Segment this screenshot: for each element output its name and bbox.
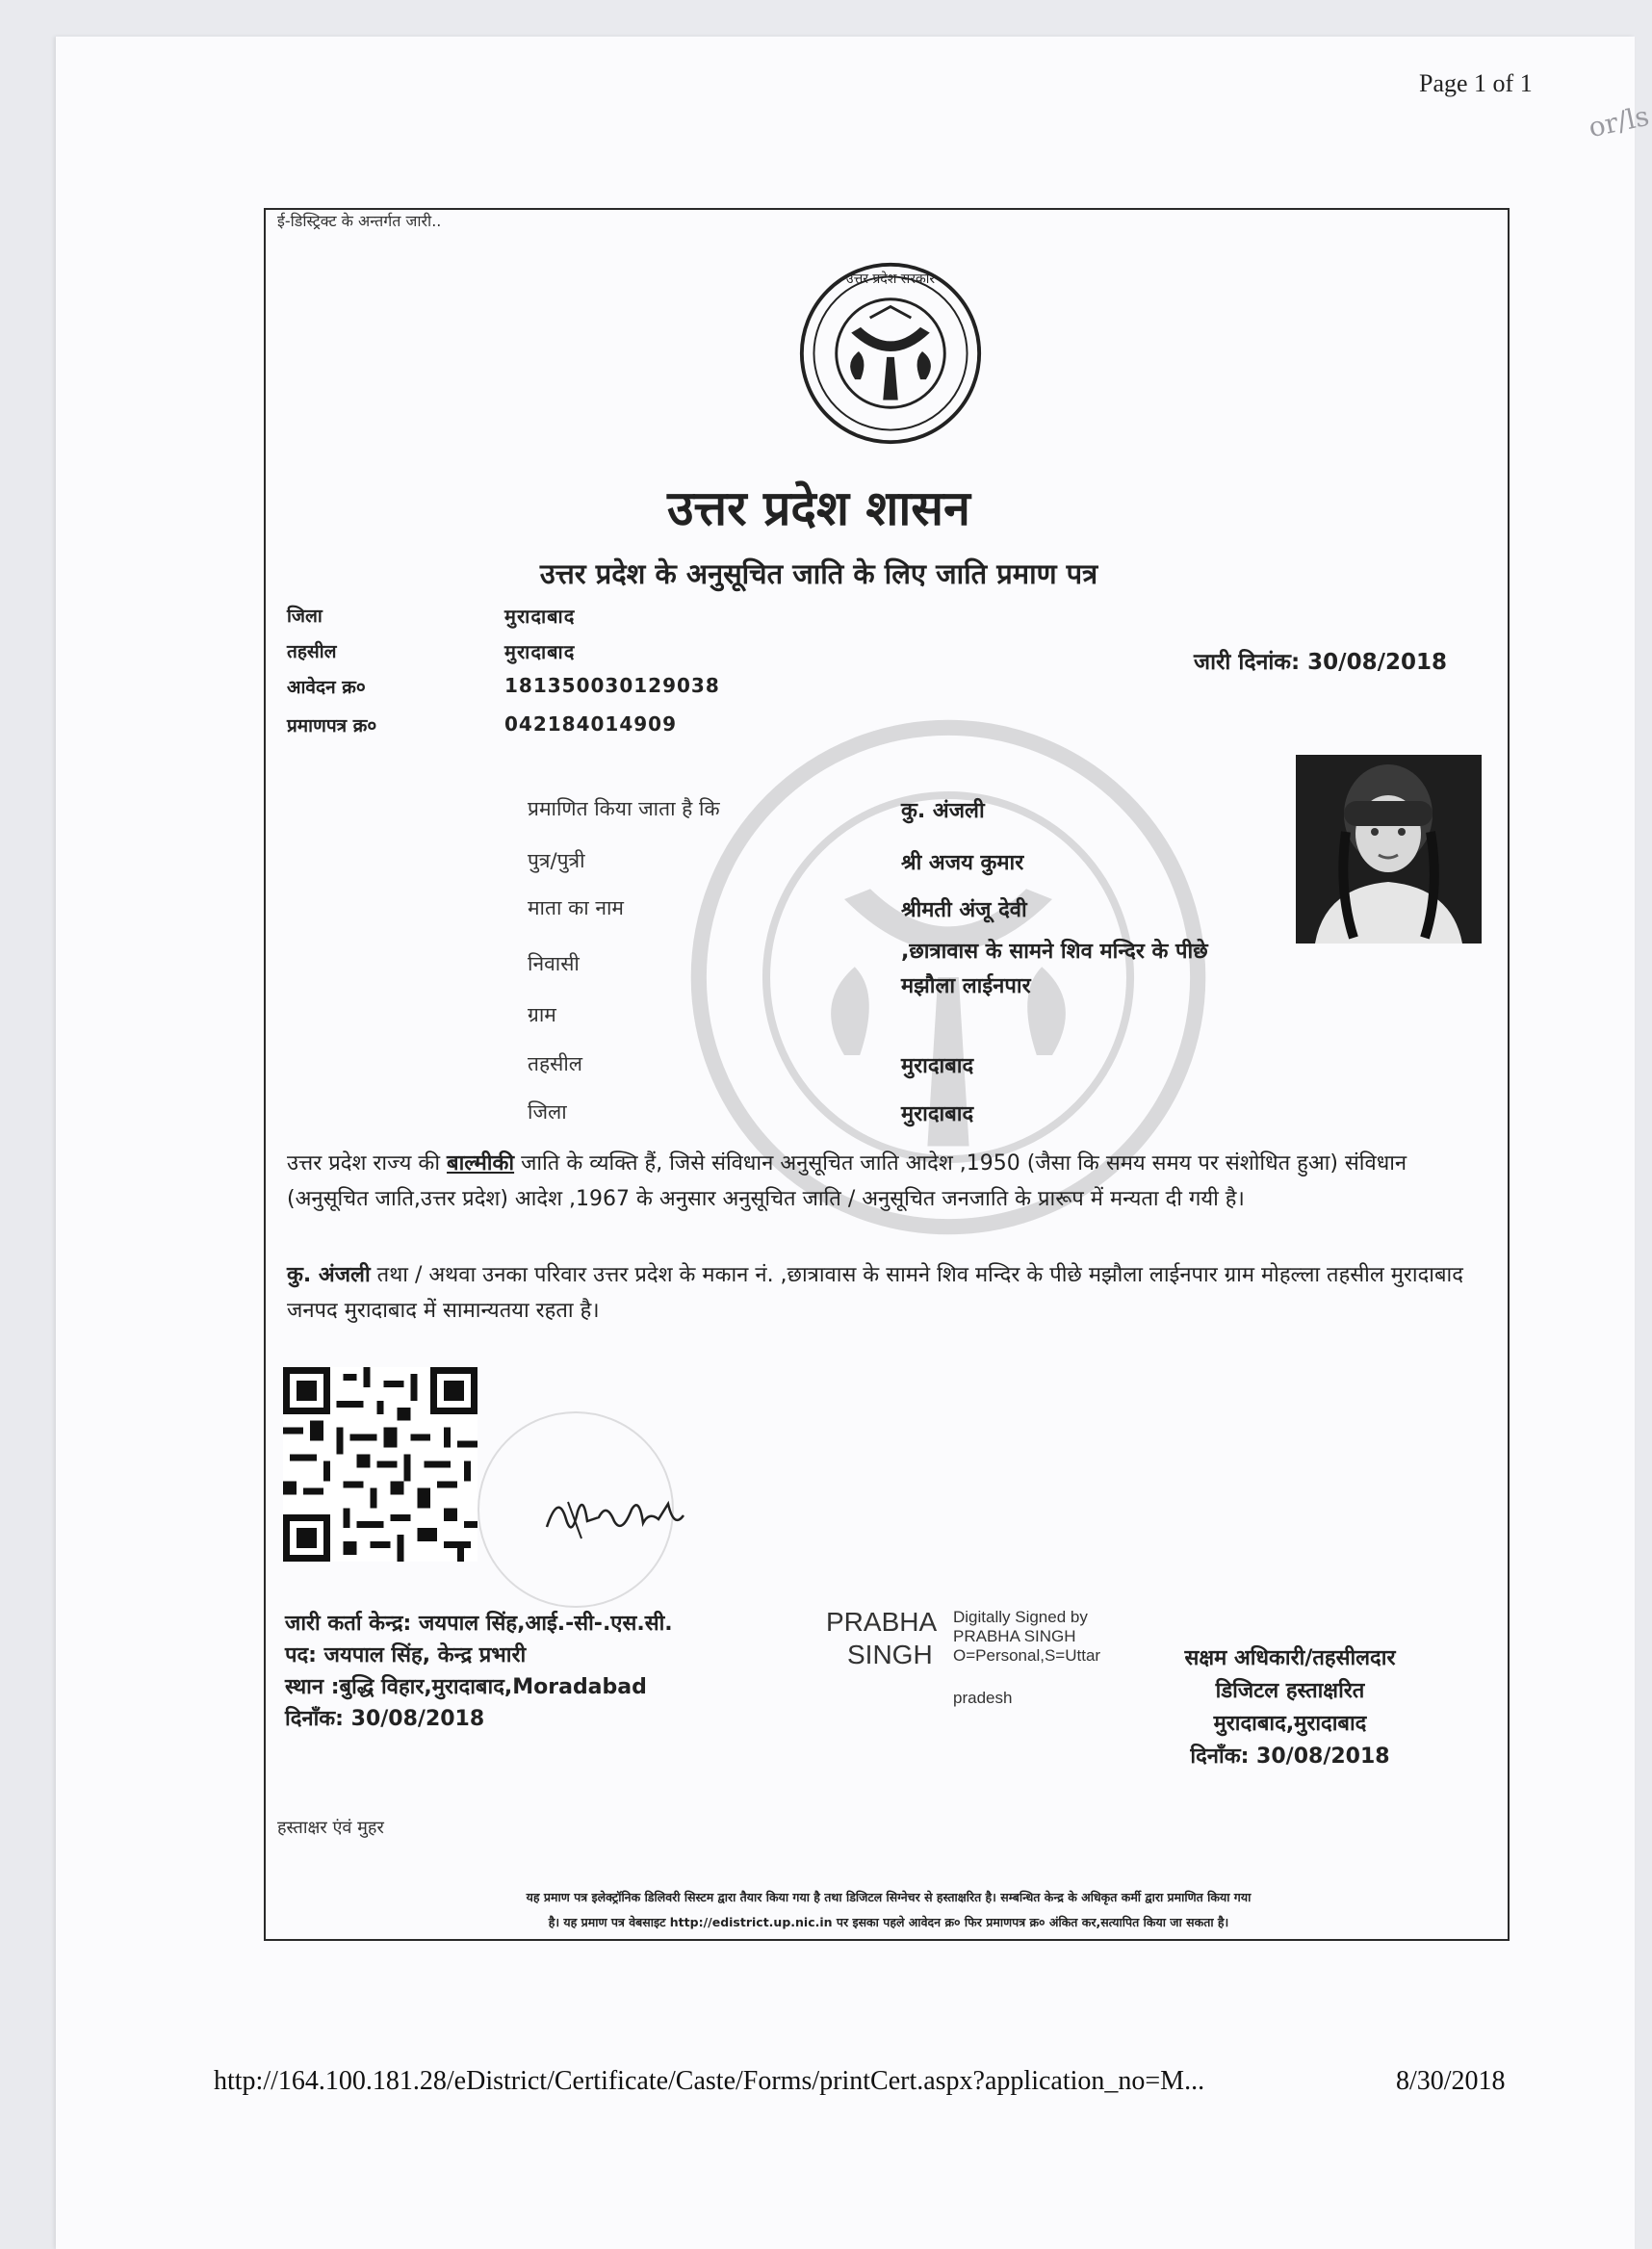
district-label: जिला: [287, 606, 323, 627]
field-tehsil-label: तहसील: [528, 1052, 582, 1075]
tehsil-label: तहसील: [287, 641, 337, 662]
certificate-title: उत्तर प्रदेश के अनुसूचित जाति के लिए जाति प्रमाण पत्र: [539, 557, 1098, 590]
page-number: Page 1 of 1: [1419, 69, 1533, 97]
authority-block: [1126, 1642, 1454, 1773]
resident-address-line-2: मझौला लाईनपार: [901, 974, 1031, 998]
tehsil-value: मुरादाबाद: [504, 640, 576, 663]
up-government-emblem-icon: [797, 260, 984, 447]
issuer-date: दिनाँक: 30/08/2018: [285, 1707, 485, 1731]
mother-name: श्रीमती अंजू देवी: [901, 898, 1027, 922]
authority-digital: डिजिटल हस्ताक्षरित: [1215, 1679, 1365, 1703]
mother-label: माता का नाम: [528, 896, 624, 919]
signature-seal-label: हस्ताक्षर एंवं मुहर: [277, 1818, 384, 1838]
resident-label: निवासी: [528, 952, 580, 975]
caste-declaration-paragraph: उत्तर प्रदेश राज्य की बाल्मीकी जाति के व्यक्ति हैं, जिसे संविधान अनुसूचित जाति आदेश ,1950 (जैसा कि समय समय पर संशोधित हुआ) संविधान (अनुसूचित जाति,उत्तर प्रदेश) आदेश ,1967 के अनुसार अनुसूचित जाति / अनुसूचित जनजाति के प्रारूप में मन्यता दी गयी है।: [287, 1151, 1407, 1211]
district-value: मुरादाबाद: [504, 605, 576, 628]
print-date: 8/30/2018: [1396, 2066, 1506, 2096]
certified-label: प्रमाणित किया जाता है कि: [528, 797, 720, 820]
digital-signature-details: Digitally Signed by PRABHA SINGH O=Personal,S=Uttar: [953, 1608, 1101, 1665]
application-number-label: आवेदन क्र०: [287, 677, 366, 698]
footer-verification-note: यह प्रमाण पत्र इलेक्ट्रॉनिक डिलिवरी सिस्टम द्वारा तैयार किया गया है तथा डिजिटल सिग्नेचर से हस्ताक्षरित है। सम्बन्धित केन्द्र के अधिकृत कर्मी द्वारा प्रमाणित किया गया है। यह प्रमाण पत्र वेबसाइट http://edistrict.up.nic.in पर इसका पहले आवेदन क्र० फिर प्रमाणपत्र क्र० अंकित कर,सत्यापित किया जा सकता है।: [526, 1890, 1252, 1929]
issuer-place: स्थान :बुद्धि विहार,मुरादाबाद,Moradabad: [285, 1675, 647, 1699]
field-district-label: जिला: [528, 1100, 567, 1124]
handwritten-margin-note: or/ls: [1586, 99, 1652, 144]
authority-date: दिनाँक: 30/08/2018: [1190, 1745, 1390, 1769]
handwritten-signature: [539, 1483, 703, 1550]
issuer-post: पद: जयपाल सिंह, केन्द्र प्रभारी: [285, 1643, 527, 1667]
village-label: ग्राम: [528, 1003, 556, 1026]
field-tehsil-value: मुरादाबाद: [901, 1054, 974, 1078]
issued-under-label: ई-डिस्ट्रिक्ट के अन्तर्गत जारी..: [277, 212, 442, 230]
issuing-centre-block: [285, 1608, 673, 1735]
application-number-value: 181350030129038: [504, 674, 720, 697]
issue-date: जारी दिनांक: 30/08/2018: [1194, 650, 1447, 675]
digital-signer-name: PRABHA SINGH: [826, 1607, 938, 1669]
government-title: उत्तर प्रदेश शासन: [667, 480, 970, 536]
resident-name: कु. अंजली: [287, 1263, 371, 1287]
digital-signature-region: pradesh: [953, 1689, 1013, 1707]
certificate-number-label: प्रमाणपत्र क्र०: [287, 715, 377, 737]
resident-address-line-1: ,छात्रावास के सामने शिव मन्दिर के पीछे: [901, 940, 1208, 964]
issuing-centre: जारी कर्ता केन्द्र: जयपाल सिंह,आई.-सी-.एस.सी.: [285, 1612, 673, 1636]
applicant-photo: [1296, 755, 1482, 944]
certified-name: कु. अंजली: [901, 799, 985, 823]
father-name: श्री अजय कुमार: [901, 851, 1024, 875]
certificate-number-value: 042184014909: [504, 712, 677, 736]
print-url: http://164.100.181.28/eDistrict/Certificate/Caste/Forms/printCert.aspx?application_no=M...: [214, 2066, 1205, 2096]
caste-name: बाल्मीकी: [447, 1151, 515, 1176]
qr-code-icon: [281, 1367, 479, 1562]
authority-place: मुरादाबाद,मुरादाबाद: [1213, 1712, 1367, 1736]
field-district-value: मुरादाबाद: [901, 1102, 974, 1126]
emblem-text: उत्तर प्रदेश सरकार: [845, 271, 936, 287]
residence-paragraph: कु. अंजली तथा / अथवा उनका परिवार उत्तर प्रदेश के मकान नं. ,छात्रावास के सामने शिव मन्दिर के पीछे मझौला लाईनपार ग्राम मोहल्ला तहसील मुरादाबाद जनपद मुरादाबाद में सामान्यतया रहता है।: [287, 1263, 1463, 1323]
authority-title: सक्षम अधिकारी/तहसीलदार: [1184, 1646, 1396, 1670]
relation-label: पुत्र/पुत्री: [528, 849, 585, 872]
